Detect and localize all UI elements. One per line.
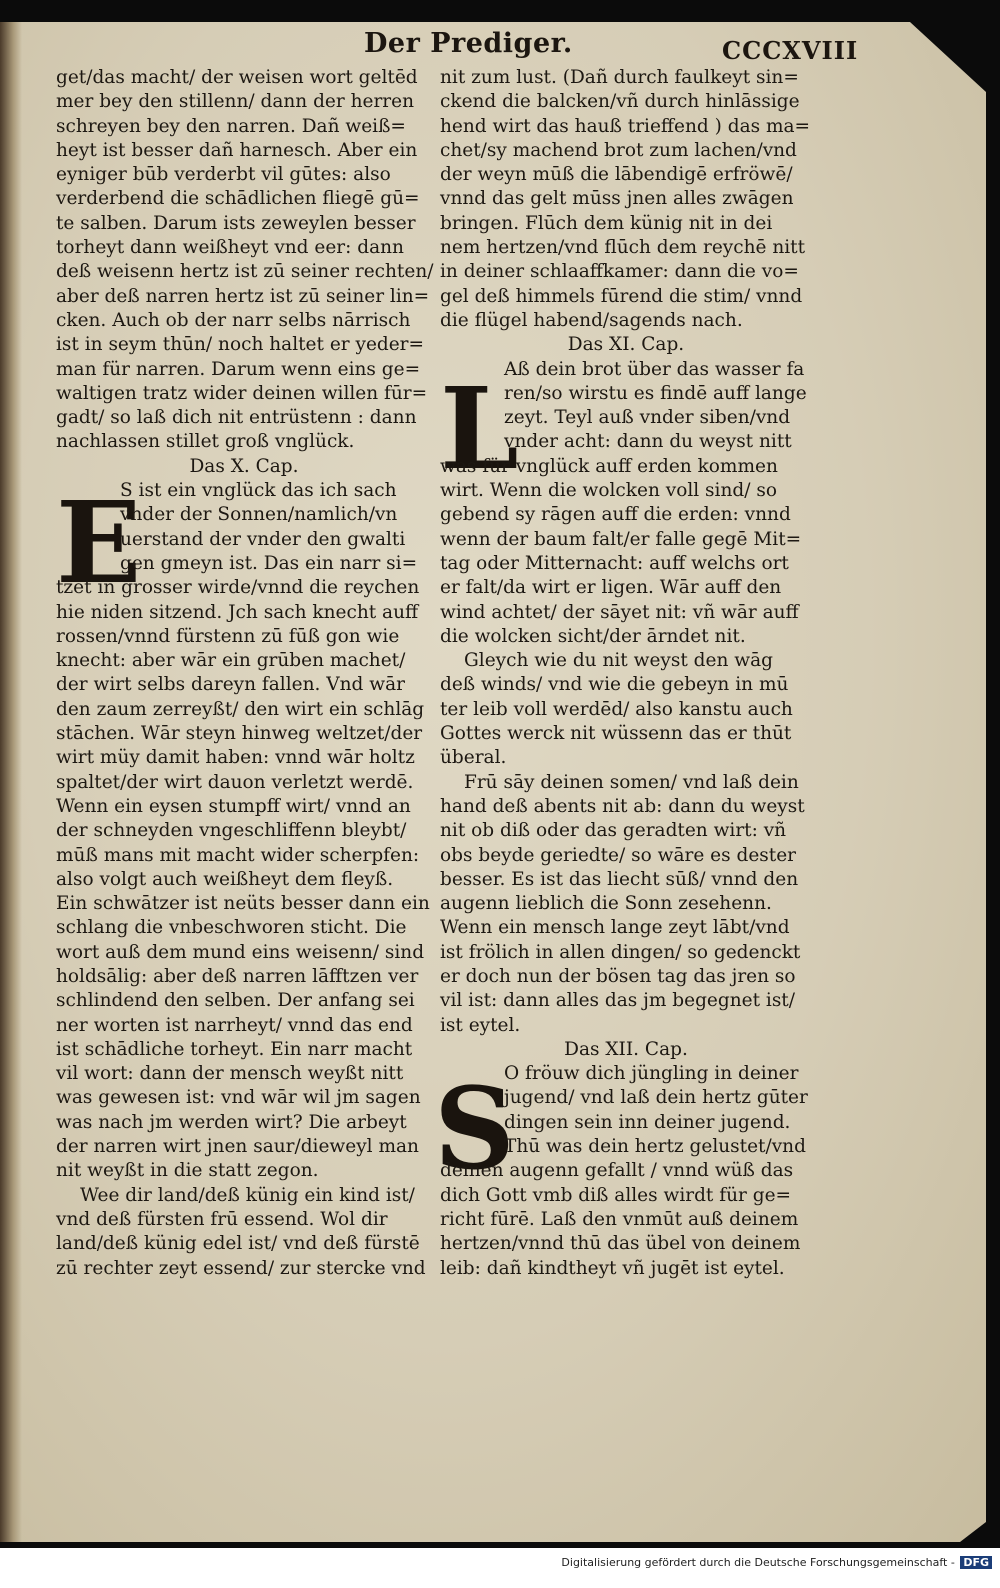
text-line: hend wirt das hauß trieffend ) das ma= xyxy=(440,115,811,137)
text-line: ist in seym thūn/ noch haltet er yeder= xyxy=(56,334,425,356)
text-line: nit weyßt in die statt zegon. xyxy=(56,1160,319,1182)
chapter-xii-drop-block xyxy=(440,1062,812,1159)
text-line: deß weisenn hertz ist zū seiner rechten/ xyxy=(56,261,434,283)
text-line: was gewesen ist: vnd wār wil jm sagen xyxy=(56,1087,421,1109)
text-line: Wee dir land/deß künig ein kind ist/ xyxy=(80,1184,415,1206)
text-line: Gleych wie du nit weyst den wāg xyxy=(464,650,773,672)
text-line: Gottes werck nit wüssenn das er thūt xyxy=(440,723,792,745)
credit-text: Digitalisierung gefördert durch die Deutsche Forschungsgemeinschaft - xyxy=(561,1556,955,1569)
chapter-xii-text xyxy=(440,1159,812,1280)
text-line: Aß dein brot über das wasser fa xyxy=(504,358,805,380)
text-line: uerstand der vnder den gwalti xyxy=(120,528,406,550)
text-line: zū rechter zeyt essend/ zur stercke vnd xyxy=(56,1257,426,1279)
text-line: nit zum lust. (Dañ durch faulkeyt sin= xyxy=(440,67,799,88)
text-line: hie niden sitzend. Jch sach knecht auff xyxy=(56,601,419,623)
text-line: torheyt dann weißheyt vnd eer: dann xyxy=(56,237,404,259)
text-line: spaltet/der wirt dauon verletzt werdē. xyxy=(56,771,414,793)
text-line: ist eytel. xyxy=(440,1014,521,1036)
drop-capital-l: L xyxy=(440,364,519,495)
text-line: vil wort: dann der mensch weyßt nitt xyxy=(56,1063,404,1085)
chapter-x-drop-block xyxy=(56,479,432,576)
text-line: jugend/ vnd laß dein hertz gūter xyxy=(504,1087,808,1109)
text-line: Wenn ein eysen stumpff wirt/ vnnd an xyxy=(56,795,411,817)
text-line: wind achtet/ der sāyet nit: vñ wār auff xyxy=(440,601,799,623)
text-line: er falt/da wirt er ligen. Wār auff den xyxy=(440,577,782,599)
text-line: was nach jm werden wirt? Die arbeyt xyxy=(56,1111,407,1133)
chapter-heading-xi: Das XI. Cap. xyxy=(567,334,685,356)
text-line: hand deß abents nit ab: dann du weyst xyxy=(440,795,805,817)
text-line: Wenn ein mensch lange zeyt lābt/vnd xyxy=(440,917,790,939)
text-line: dich Gott vmb diß alles wirdt für ge= xyxy=(440,1184,792,1206)
text-line: augenn lieblich die Sonn zesehenn. xyxy=(440,893,772,915)
text-line: besser. Es ist das liecht sūß/ vnnd den xyxy=(440,868,799,890)
text-block xyxy=(56,66,432,455)
text-line: der weyn mūß die lābendigē erfröwē/ xyxy=(440,164,793,186)
text-line: wenn der baum falt/er falle gegē Mit= xyxy=(440,528,802,550)
text-line: der schneyden vngeschliffenn bleybt/ xyxy=(56,820,407,842)
text-line: schlindend den selben. Der anfang sei xyxy=(56,990,415,1012)
text-line: ner worten ist narrheyt/ vnnd das end xyxy=(56,1014,413,1036)
text-line: deinen augenn gefallt / vnnd wüß das xyxy=(440,1160,794,1182)
text-block xyxy=(440,66,812,333)
text-line: Frū sāy deinen somen/ vnd laß dein xyxy=(464,771,799,793)
chapter-x-text xyxy=(56,576,432,1183)
text-line: ter leib voll werdēd/ also kanstu auch xyxy=(440,698,793,720)
text-line: mūß mans mit macht wider scherpfen: xyxy=(56,844,420,866)
left-text-column xyxy=(56,66,432,1281)
text-line: vnder acht: dann du weyst nitt xyxy=(504,431,792,453)
folio-number: CCCXVIII xyxy=(722,36,859,65)
chapter-xi-drop-block xyxy=(440,358,812,455)
chapter-xi-text xyxy=(440,455,812,649)
text-line: Ein schwātzer ist neüts besser dann ein xyxy=(56,893,430,915)
text-line: hertzen/vnnd thū das übel von deinem xyxy=(440,1233,801,1255)
text-line: vnnd das gelt mūss jnen alles zwāgen xyxy=(440,188,794,210)
text-line: gel deß himmels fūrend die stim/ vnnd xyxy=(440,285,803,307)
text-line: aber deß narren hertz ist zū seiner lin= xyxy=(56,285,430,307)
text-line: also volgt auch weißheyt dem fleyß. xyxy=(56,868,394,890)
paragraph-gleych xyxy=(440,649,812,770)
text-line: schlang die vnbeschworen sticht. Die xyxy=(56,917,407,939)
text-line: chet/sy machend brot zum lachen/vnd xyxy=(440,139,797,161)
text-line: wort auß dem mund eins weisenn/ sind xyxy=(56,941,425,963)
text-line: heyt ist besser dañ harnesch. Aber ein xyxy=(56,139,418,161)
text-line: ckend die balcken/vñ durch hinlāssige xyxy=(440,91,800,113)
text-line: deß winds/ vnd wie die gebeyn in mū xyxy=(440,674,789,696)
digitization-credit xyxy=(561,1556,992,1569)
drop-capital-s: S xyxy=(434,1064,515,1195)
text-line: tag oder Mitternacht: auff welchs ort xyxy=(440,552,789,574)
text-line: land/deß künig edel ist/ vnd deß fürstē xyxy=(56,1233,420,1255)
text-line: O fröuw dich jüngling in deiner xyxy=(504,1063,799,1085)
text-line: den zaum zerreyßt/ den wirt ein schlāg xyxy=(56,698,425,720)
text-line: bringen. Flūch dem künig nit in dei xyxy=(440,212,773,234)
text-line: vil ist: dann alles das jm begegnet ist/ xyxy=(440,990,795,1012)
text-line: wirt müy damit haben: vnnd wār holtz xyxy=(56,747,415,769)
text-line: mer bey den stillenn/ dann der herren xyxy=(56,91,415,113)
text-line: stāchen. Wār steyn hinweg weltzet/der xyxy=(56,723,423,745)
right-text-column xyxy=(440,66,812,1281)
chapter-heading-x: Das X. Cap. xyxy=(189,455,299,477)
text-line: tzet in grosser wirde/vnnd die reychen xyxy=(56,577,420,599)
text-line: gen gmeyn ist. Das ein narr si= xyxy=(120,552,418,574)
dfg-logo: DFG xyxy=(960,1556,992,1569)
closing-text xyxy=(56,1184,432,1281)
text-line: vnder der Sonnen/namlich/vn xyxy=(120,504,398,526)
text-line: obs beyde geriedte/ so wāre es dester xyxy=(440,844,796,866)
text-line: get/das macht/ der weisen wort geltēd xyxy=(56,67,418,88)
text-line: eyniger būb verderbt vil gūtes: also xyxy=(56,164,391,186)
page-binding-edge xyxy=(0,22,22,1542)
text-line: gebend sy rāgen auff die erden: vnnd xyxy=(440,504,791,526)
text-line: gadt/ so laß dich nit entrüstenn : dann xyxy=(56,407,417,429)
text-line: nachlassen stillet groß vnglück. xyxy=(56,431,355,453)
text-line: ren/so wirstu es findē auff lange xyxy=(504,382,807,404)
text-line: nem hertzen/vnd flūch dem reychē nitt xyxy=(440,237,806,259)
text-line: die wolcken sicht/der ārndet nit. xyxy=(440,625,746,647)
paragraph-frusay xyxy=(440,771,812,1038)
text-line: er doch nun der bösen tag das jren so xyxy=(440,965,796,987)
text-line: holdsālig: aber deß narren lāfftzen ver xyxy=(56,965,419,987)
text-line: was für vnglück auff erden kommen xyxy=(440,455,778,477)
text-line: der wirt selbs dareyn fallen. Vnd wār xyxy=(56,674,405,696)
text-line: te salben. Darum ists zewеylen besser xyxy=(56,212,416,234)
text-line: in deiner schlaaffkamer: dann die vo= xyxy=(440,261,799,283)
chapter-heading-xii: Das XII. Cap. xyxy=(564,1038,688,1060)
text-line: überal. xyxy=(440,747,507,769)
text-line: man für narren. Darum wenn eins ge= xyxy=(56,358,421,380)
text-line: zeyt. Teyl auß vnder siben/vnd xyxy=(504,407,791,429)
text-line: wirt. Wenn die wolcken voll sind/ so xyxy=(440,480,777,502)
running-head: Der Prediger. xyxy=(364,28,573,59)
drop-capital-e: E xyxy=(56,478,142,609)
text-line: dingen sein inn deiner jugend. xyxy=(504,1111,791,1133)
text-line: die flügel habend/sagends nach. xyxy=(440,309,743,331)
text-line: Thū was dein hertz gelustet/vnd xyxy=(504,1136,806,1158)
text-line: richt fūrē. Laß den vnmūt auß deinem xyxy=(440,1208,799,1230)
text-line: knecht: aber wār ein grūben machet/ xyxy=(56,650,406,672)
text-line: ist schādliche torheyt. Ein narr macht xyxy=(56,1038,413,1060)
text-line: vnd deß fürsten frū essend. Wol dir xyxy=(56,1208,388,1230)
text-line: leib: dañ kindtheyt vñ jugēt ist eytel. xyxy=(440,1257,785,1279)
text-line: S ist ein vnglück das ich sach xyxy=(120,480,397,502)
text-line: der narren wirt jnen saur/dieweyl man xyxy=(56,1136,419,1158)
text-line: waltigen tratz wider deinen willen fūr= xyxy=(56,382,428,404)
text-line: nit ob diß oder das geradten wirt: vñ xyxy=(440,820,787,842)
text-line: ist frölich in allen dingen/ so gedenckt xyxy=(440,941,801,963)
text-line: verderbend die schādlichen fliegē gū= xyxy=(56,188,420,210)
text-line: rossen/vnnd fürstenn zū fūß gon wie xyxy=(56,625,400,647)
text-line: cken. Auch ob der narr selbs nārrisch xyxy=(56,309,411,331)
text-line: schreyen bey den narren. Dañ weiß= xyxy=(56,115,406,137)
